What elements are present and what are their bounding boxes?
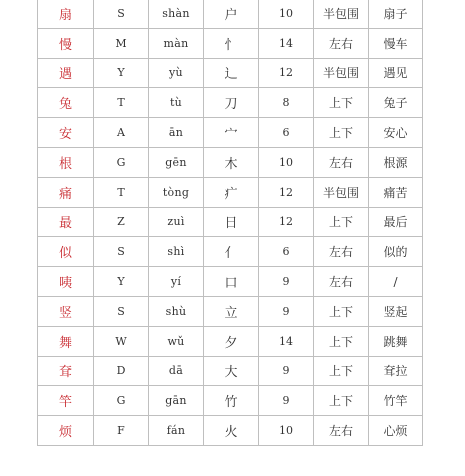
character-cell: 竖	[38, 296, 94, 326]
structure-cell: 上下	[314, 296, 369, 326]
pinyin-cell: yí	[149, 267, 204, 297]
word-cell: 似的	[369, 237, 423, 267]
structure-cell: 半包围	[314, 58, 369, 88]
pinyin-cell: ān	[149, 118, 204, 148]
character-table	[37, 0, 423, 446]
radical-cell: 竹	[204, 386, 259, 416]
radical-cell: 火	[204, 416, 259, 446]
radical-cell: 木	[204, 147, 259, 177]
character-cell: 遇	[38, 58, 94, 88]
initial-letter-cell: G	[94, 147, 149, 177]
character-cell: 慢	[38, 28, 94, 58]
table-row	[38, 207, 423, 237]
stroke-count-cell: 8	[259, 88, 314, 118]
word-cell: 扇子	[369, 0, 423, 28]
table-row	[38, 296, 423, 326]
word-cell: 根源	[369, 147, 423, 177]
radical-cell: 口	[204, 267, 259, 297]
word-cell: 竖起	[369, 296, 423, 326]
structure-cell: 半包围	[314, 0, 369, 28]
pinyin-cell: gēn	[149, 147, 204, 177]
table-row	[38, 237, 423, 267]
structure-cell: 上下	[314, 326, 369, 356]
word-cell: 遇见	[369, 58, 423, 88]
initial-letter-cell: Y	[94, 58, 149, 88]
structure-cell: 左右	[314, 28, 369, 58]
stroke-count-cell: 12	[259, 58, 314, 88]
initial-letter-cell: T	[94, 177, 149, 207]
table-row	[38, 147, 423, 177]
table-row	[38, 386, 423, 416]
character-cell: 似	[38, 237, 94, 267]
initial-letter-cell: A	[94, 118, 149, 148]
word-cell: /	[369, 267, 423, 297]
word-cell: 兔子	[369, 88, 423, 118]
word-cell: 慢车	[369, 28, 423, 58]
character-cell: 安	[38, 118, 94, 148]
table-row	[38, 356, 423, 386]
pinyin-cell: shù	[149, 296, 204, 326]
stroke-count-cell: 6	[259, 237, 314, 267]
structure-cell: 上下	[314, 207, 369, 237]
pinyin-cell: yù	[149, 58, 204, 88]
initial-letter-cell: M	[94, 28, 149, 58]
stroke-count-cell: 10	[259, 147, 314, 177]
structure-cell: 左右	[314, 237, 369, 267]
table-row	[38, 416, 423, 446]
word-cell: 跳舞	[369, 326, 423, 356]
stroke-count-cell: 6	[259, 118, 314, 148]
structure-cell: 上下	[314, 118, 369, 148]
stroke-count-cell: 12	[259, 177, 314, 207]
character-cell: 咦	[38, 267, 94, 297]
radical-cell: 辶	[204, 58, 259, 88]
stroke-count-cell: 9	[259, 267, 314, 297]
structure-cell: 半包围	[314, 177, 369, 207]
radical-cell: 户	[204, 0, 259, 28]
character-cell: 根	[38, 147, 94, 177]
table-row	[38, 177, 423, 207]
initial-letter-cell: G	[94, 386, 149, 416]
radical-cell: 忄	[204, 28, 259, 58]
character-cell: 舞	[38, 326, 94, 356]
pinyin-cell: fán	[149, 416, 204, 446]
character-cell: 耷	[38, 356, 94, 386]
pinyin-cell: shì	[149, 237, 204, 267]
initial-letter-cell: T	[94, 88, 149, 118]
pinyin-cell: zuì	[149, 207, 204, 237]
table-body	[38, 0, 423, 445]
initial-letter-cell: S	[94, 237, 149, 267]
pinyin-cell: shàn	[149, 0, 204, 28]
table-row	[38, 267, 423, 297]
word-cell: 竹竿	[369, 386, 423, 416]
structure-cell: 上下	[314, 88, 369, 118]
character-cell: 烦	[38, 416, 94, 446]
pinyin-cell: tù	[149, 88, 204, 118]
table-row	[38, 58, 423, 88]
initial-letter-cell: D	[94, 356, 149, 386]
structure-cell: 上下	[314, 356, 369, 386]
stroke-count-cell: 14	[259, 28, 314, 58]
initial-letter-cell: W	[94, 326, 149, 356]
radical-cell: 刀	[204, 88, 259, 118]
character-cell: 最	[38, 207, 94, 237]
word-cell: 痛苦	[369, 177, 423, 207]
table-row	[38, 118, 423, 148]
radical-cell: 日	[204, 207, 259, 237]
initial-letter-cell: Z	[94, 207, 149, 237]
structure-cell: 左右	[314, 416, 369, 446]
radical-cell: 夕	[204, 326, 259, 356]
radical-cell: 立	[204, 296, 259, 326]
character-cell: 痛	[38, 177, 94, 207]
stroke-count-cell: 9	[259, 296, 314, 326]
stroke-count-cell: 10	[259, 0, 314, 28]
table-row	[38, 28, 423, 58]
pinyin-cell: gān	[149, 386, 204, 416]
character-cell: 扇	[38, 0, 94, 28]
radical-cell: 疒	[204, 177, 259, 207]
structure-cell: 左右	[314, 147, 369, 177]
table-row	[38, 0, 423, 28]
initial-letter-cell: S	[94, 296, 149, 326]
pinyin-cell: wǔ	[149, 326, 204, 356]
radical-cell: 大	[204, 356, 259, 386]
stroke-count-cell: 9	[259, 356, 314, 386]
stroke-count-cell: 14	[259, 326, 314, 356]
structure-cell: 上下	[314, 386, 369, 416]
pinyin-cell: dā	[149, 356, 204, 386]
word-cell: 安心	[369, 118, 423, 148]
initial-letter-cell: Y	[94, 267, 149, 297]
initial-letter-cell: F	[94, 416, 149, 446]
structure-cell: 左右	[314, 267, 369, 297]
radical-cell: 宀	[204, 118, 259, 148]
radical-cell: 亻	[204, 237, 259, 267]
pinyin-cell: tòng	[149, 177, 204, 207]
pinyin-cell: màn	[149, 28, 204, 58]
character-cell: 兔	[38, 88, 94, 118]
word-cell: 心烦	[369, 416, 423, 446]
word-cell: 最后	[369, 207, 423, 237]
table-row	[38, 326, 423, 356]
word-cell: 耷拉	[369, 356, 423, 386]
stroke-count-cell: 10	[259, 416, 314, 446]
table-row	[38, 88, 423, 118]
initial-letter-cell: S	[94, 0, 149, 28]
stroke-count-cell: 12	[259, 207, 314, 237]
character-cell: 竿	[38, 386, 94, 416]
stroke-count-cell: 9	[259, 386, 314, 416]
